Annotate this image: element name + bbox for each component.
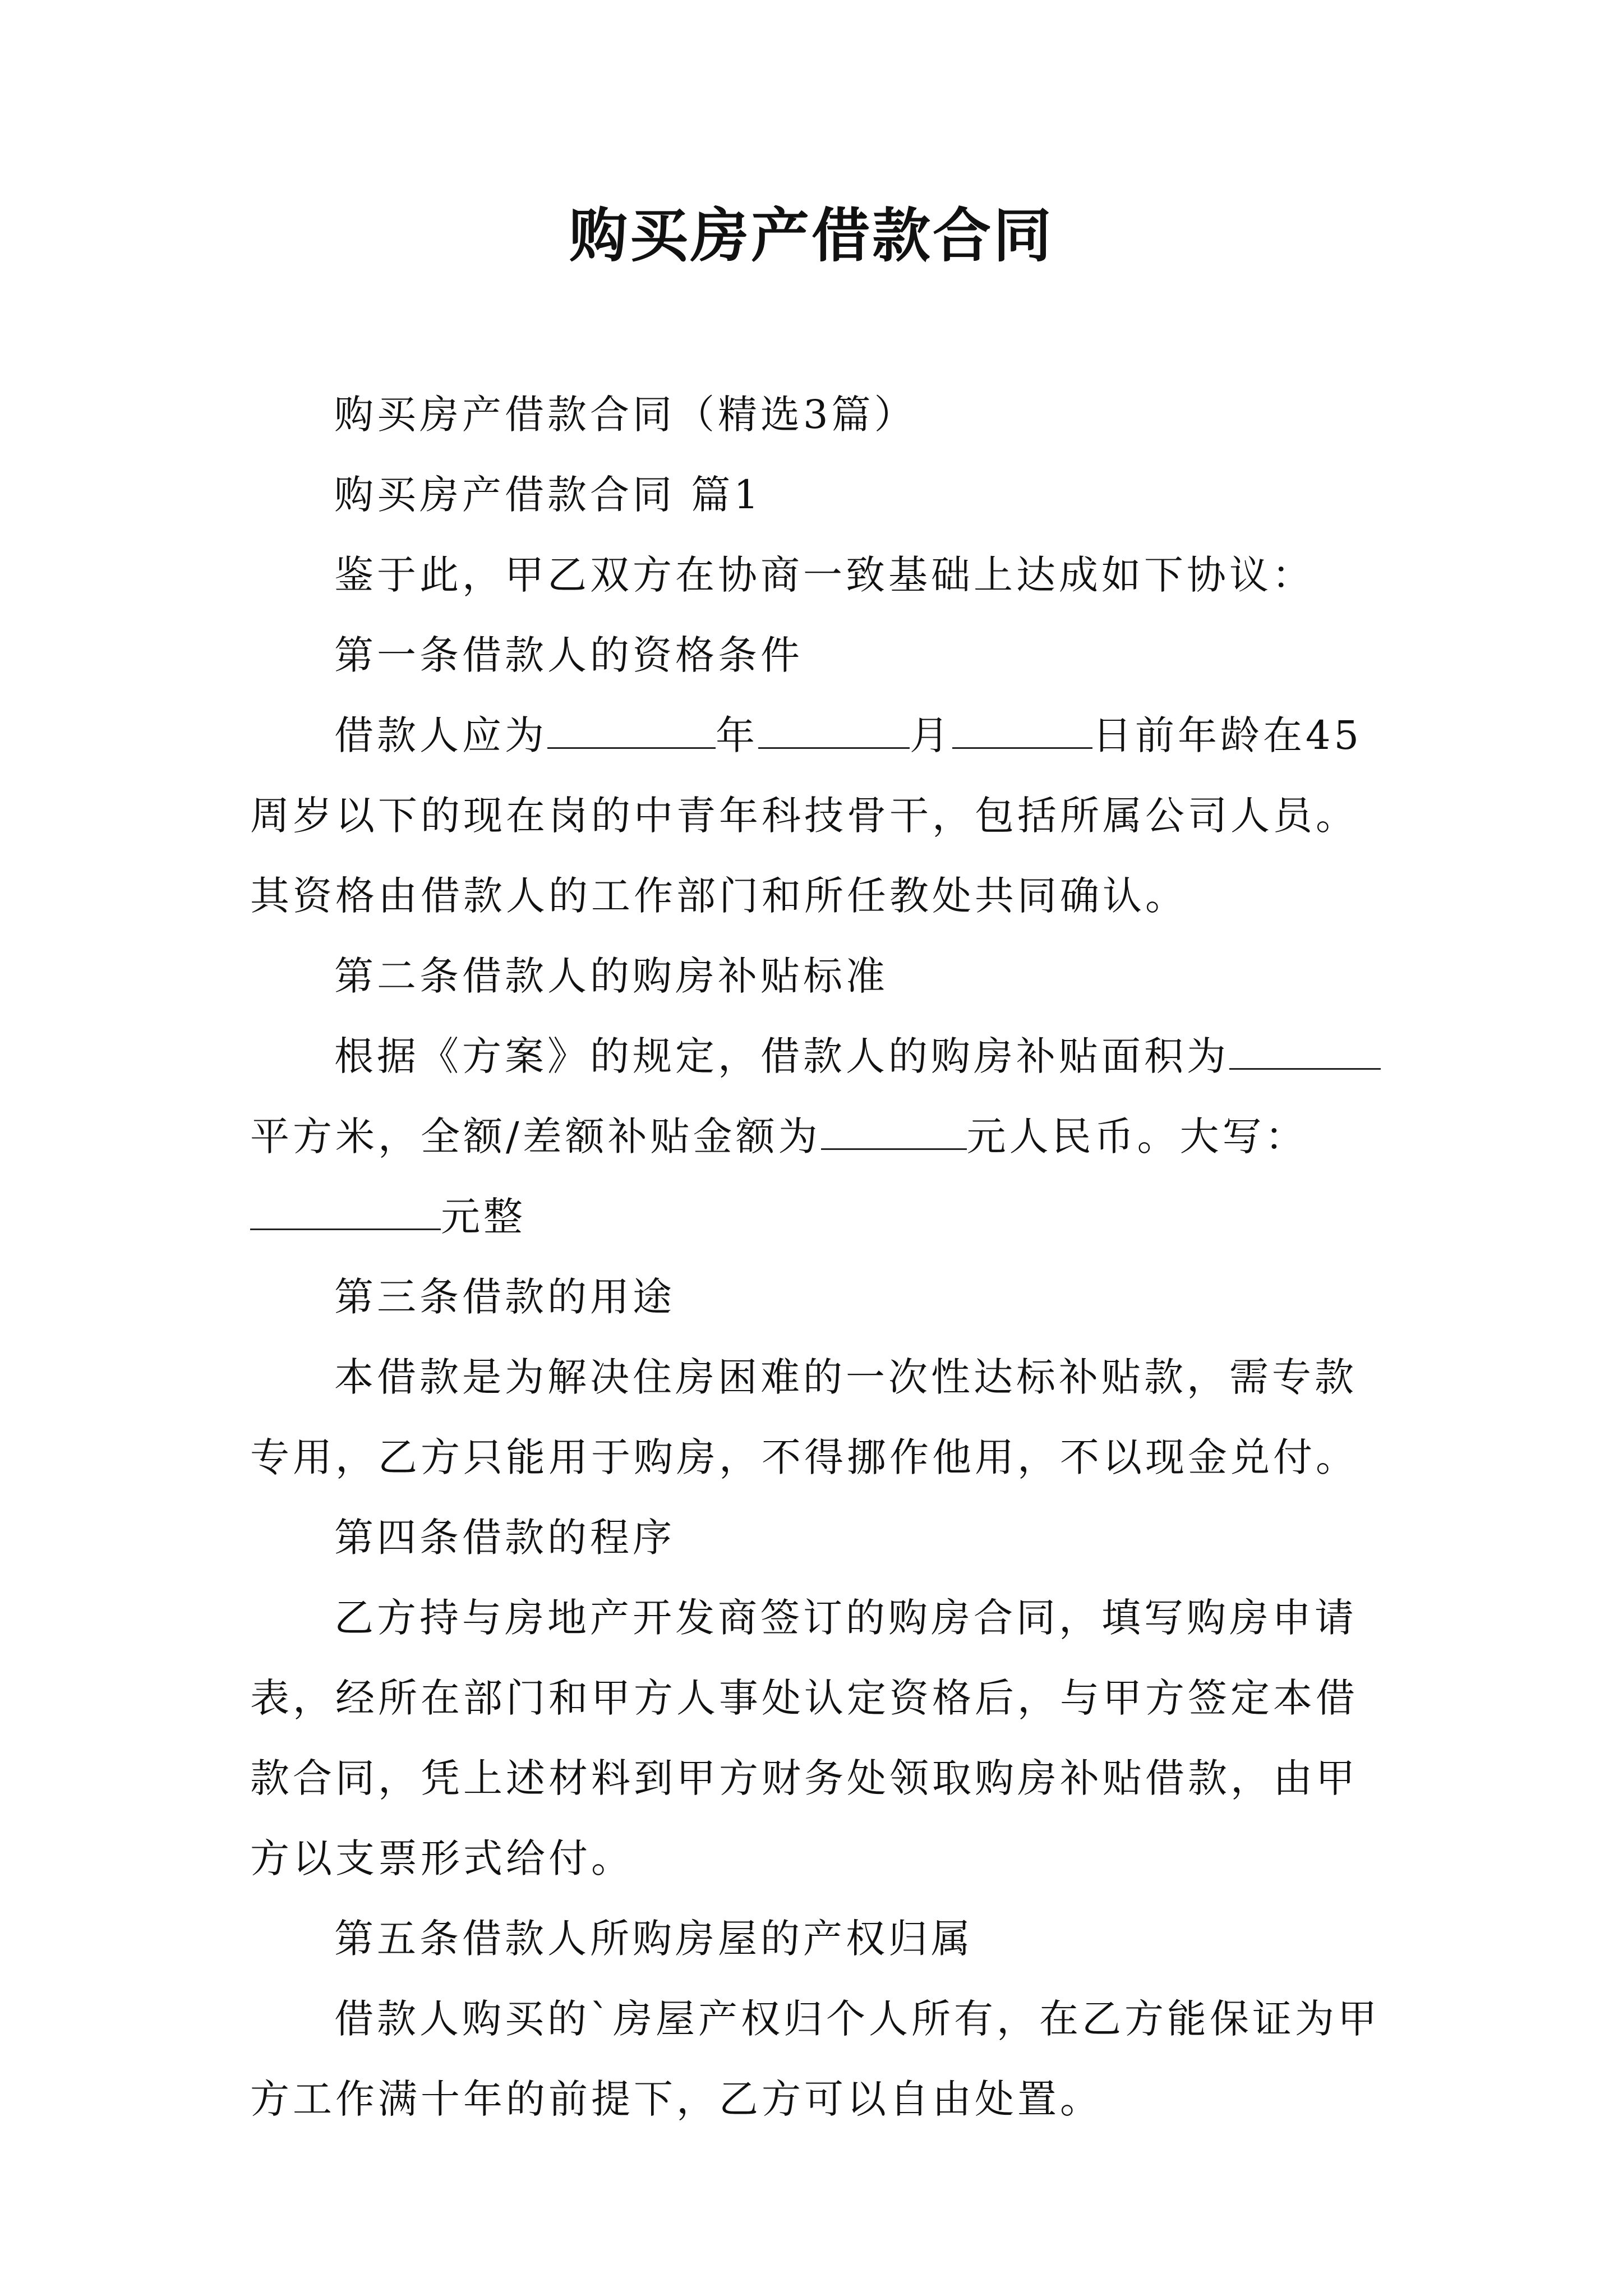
document-body — [250, 375, 1389, 2139]
intro-paragraph: 鉴于此，甲乙双方在协商一致基础上达成如下协议： — [334, 552, 1315, 598]
article1-text-c: 月 — [910, 712, 952, 758]
year-blank[interactable] — [547, 715, 716, 749]
subtitle: 购买房产借款合同（精选3篇） — [334, 392, 917, 438]
article1-text-d: 日前年龄在45周岁以下的现在岗的中青年科技骨干，包括所属公司人员。其资格由借款人的工作部门和所任教处共同确认。 — [250, 712, 1363, 919]
section-heading: 购买房产借款合同 篇1 — [334, 472, 762, 518]
area-blank[interactable] — [1229, 1036, 1381, 1070]
article1-text-a: 借款人应为 — [334, 712, 547, 758]
month-blank[interactable] — [758, 715, 910, 749]
article5-heading: 第五条借款人所购房屋的产权归属 — [334, 1916, 974, 1962]
document-title: 购买房产借款合同 — [569, 201, 1054, 270]
article3-heading: 第三条借款的用途 — [334, 1274, 675, 1320]
article1-text-b: 年 — [716, 712, 758, 758]
article2-heading: 第二条借款人的购房补贴标准 — [334, 953, 888, 999]
article4-paragraph: 乙方持与房地产开发商签订的购房合同，填写购房申请表，经所在部门和甲方人事处认定资格后，与甲方签定本借款合同，凭上述材料到甲方财务处领取购房补贴借款，由甲方以支票形式给付。 — [250, 1595, 1358, 1881]
amount-blank[interactable] — [821, 1116, 967, 1150]
article4-heading: 第四条借款的程序 — [334, 1515, 675, 1561]
article5-paragraph: 借款人购买的`房屋产权归个人所有，在乙方能保证为甲方工作满十年的前提下，乙方可以自由处置。 — [250, 1996, 1380, 2122]
amount-words-blank[interactable] — [250, 1196, 441, 1230]
article2-text-c: 元人民币。大写： — [966, 1114, 1308, 1159]
article2-text-d: 元整 — [441, 1194, 526, 1240]
article2-text-a: 根据《方案》的规定，借款人的购房补贴面积为 — [334, 1033, 1229, 1079]
article1-paragraph — [250, 696, 1389, 936]
article2-text-b: 平方米，全额/差额补贴金额为 — [250, 1114, 821, 1159]
article2-paragraph — [250, 1016, 1389, 1257]
day-blank[interactable] — [952, 715, 1092, 749]
article3-paragraph: 本借款是为解决住房困难的一次性达标补贴款，需专款专用，乙方只能用于购房，不得挪作他用，不以现金兑付。 — [250, 1354, 1358, 1480]
article1-heading: 第一条借款人的资格条件 — [334, 632, 803, 678]
